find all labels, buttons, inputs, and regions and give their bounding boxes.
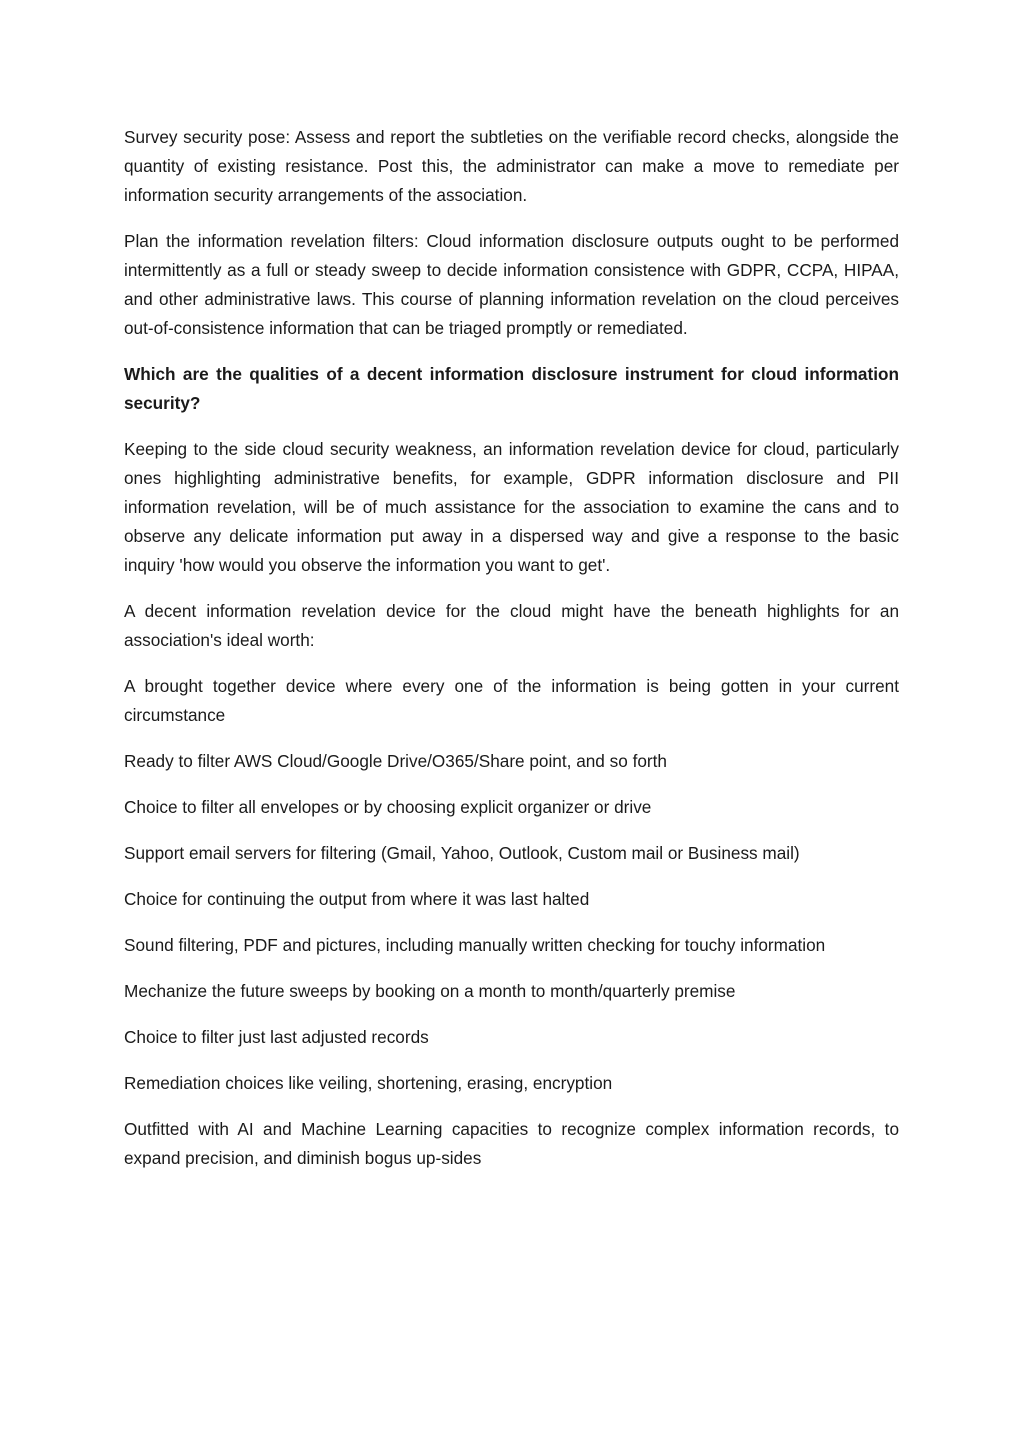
document-page bbox=[124, 123, 899, 1190]
feature-item: Remediation choices like veiling, shortening, erasing, encryption bbox=[124, 1073, 613, 1093]
paragraph-security-posture: Survey security pose: Assess and report the subtleties on the verifiable record checks, alongside the quantity of existing resistance. Post this, the administrator can make a move to remediate per information security arrangements of the association. bbox=[124, 127, 899, 205]
feature-item: Sound filtering, PDF and pictures, including manually written checking for touchy information bbox=[124, 935, 826, 955]
feature-item: Choice to filter all envelopes or by choosing explicit organizer or drive bbox=[124, 797, 652, 817]
feature-item: Ready to filter AWS Cloud/Google Drive/O365/Share point, and so forth bbox=[124, 751, 667, 771]
feature-item: A brought together device where every one of the information is being gotten in your current circumstance bbox=[124, 676, 899, 725]
feature-item: Mechanize the future sweeps by booking on a month to month/quarterly premise bbox=[124, 981, 736, 1001]
paragraph-features-intro: A decent information revelation device for the cloud might have the beneath highlights for an association's ideal worth: bbox=[124, 601, 899, 650]
feature-item: Choice for continuing the output from where it was last halted bbox=[124, 889, 590, 909]
feature-item: Support email servers for filtering (Gmail, Yahoo, Outlook, Custom mail or Business mail) bbox=[124, 843, 800, 863]
paragraph-plan-scans: Plan the information revelation filters: Cloud information disclosure outputs ought to be performed intermittently as a full or steady sweep to decide information consistence with GDPR, CCPA, HIPAA, and other administrative laws. This course of planning information revelation on the cloud perceives out-of-consistence information that can be triaged promptly or remediated. bbox=[124, 231, 899, 338]
feature-item: Outfitted with AI and Machine Learning capacities to recognize complex information records, to expand precision, and diminish bogus up-sides bbox=[124, 1119, 899, 1168]
section-heading: Which are the qualities of a decent information disclosure instrument for cloud information security? bbox=[124, 364, 899, 413]
feature-item: Choice to filter just last adjusted records bbox=[124, 1027, 429, 1047]
paragraph-tool-benefits: Keeping to the side cloud security weakness, an information revelation device for cloud, particularly ones highlighting administrative benefits, for example, GDPR information disclosure and PII information revelation, will be of much assistance for the association to examine the cans and to observe any delicate information put away in a dispersed way and give a response to the basic inquiry 'how would you observe the information you want to get'. bbox=[124, 439, 899, 575]
